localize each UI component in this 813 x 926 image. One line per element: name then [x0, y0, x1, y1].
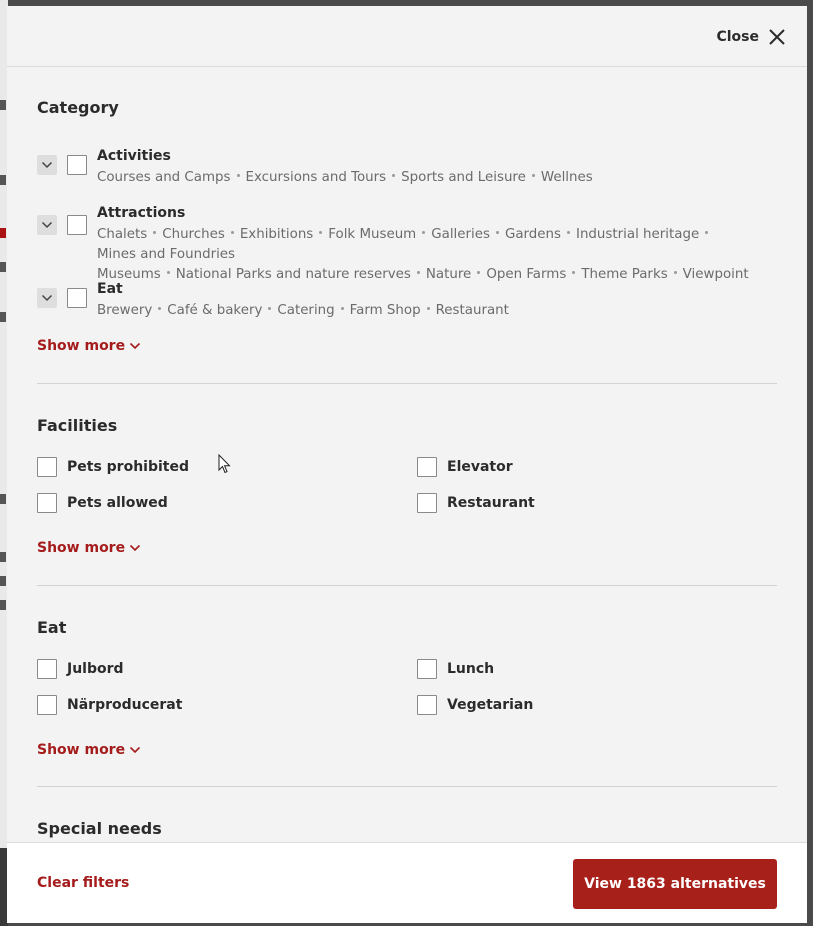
- checkbox[interactable]: [37, 695, 57, 715]
- category-checkbox-attractions[interactable]: [67, 215, 87, 235]
- special-needs-title: Special needs: [37, 819, 162, 838]
- subcategory: Chalets: [97, 227, 148, 242]
- close-icon: [767, 27, 787, 47]
- clear-filters-link[interactable]: Clear filters: [37, 875, 130, 891]
- section-divider: [37, 585, 777, 586]
- subcategory: National Parks and nature reserves: [175, 267, 411, 282]
- subcategory: Wellnes: [540, 170, 593, 185]
- subcategory: Folk Museum: [328, 227, 417, 242]
- category-subs: [97, 168, 777, 188]
- subcategory: Brewery: [97, 303, 153, 318]
- subcategory: Theme Parks: [581, 267, 668, 282]
- category-label: Attractions: [97, 205, 186, 221]
- chevron-down-icon: [41, 219, 53, 231]
- facility-option-pets-prohibited[interactable]: [37, 456, 189, 478]
- checkbox[interactable]: [417, 457, 437, 477]
- option-label: Julbord: [67, 661, 124, 677]
- subcategory: Gardens: [504, 227, 561, 242]
- subcategory: Excursions and Tours: [245, 170, 387, 185]
- facility-option-restaurant[interactable]: [417, 492, 535, 514]
- category-subs: [97, 225, 777, 285]
- subcategory: Nature: [425, 267, 472, 282]
- category-section: [37, 98, 777, 117]
- checkbox[interactable]: [37, 457, 57, 477]
- chevron-down-icon: [129, 542, 141, 554]
- option-label: Vegetarian: [447, 697, 534, 713]
- filter-modal: [7, 6, 807, 923]
- chevron-down-icon: [129, 744, 141, 756]
- subcategory: Industrial heritage: [576, 227, 700, 242]
- show-more-label: Show more: [37, 540, 126, 556]
- checkbox[interactable]: [37, 493, 57, 513]
- view-alternatives-button[interactable]: View 1863 alternatives: [573, 859, 777, 909]
- subcategory: Galleries: [431, 227, 490, 242]
- eat-option-vegetarian[interactable]: [417, 694, 533, 716]
- expand-eat-button[interactable]: [37, 288, 57, 308]
- category-label: Eat: [97, 281, 123, 297]
- section-divider: [37, 786, 777, 787]
- facility-option-pets-allowed[interactable]: [37, 492, 168, 514]
- subcategory: Exhibitions: [239, 227, 314, 242]
- subcategory: Farm Shop: [349, 303, 421, 318]
- subcategory: Museums: [97, 267, 161, 282]
- category-checkbox-eat[interactable]: [67, 288, 87, 308]
- option-label: Restaurant: [447, 495, 535, 511]
- expand-activities-button[interactable]: [37, 155, 57, 175]
- eat-option-narproducerat[interactable]: [37, 694, 182, 716]
- expand-attractions-button[interactable]: [37, 215, 57, 235]
- category-label: Activities: [97, 148, 171, 164]
- checkbox[interactable]: [417, 493, 437, 513]
- subcategory: Café & bakery: [167, 303, 263, 318]
- filter-scroll-area[interactable]: [7, 68, 807, 842]
- special-needs-section: [37, 819, 777, 838]
- section-divider: [37, 383, 777, 384]
- close-label: Close: [716, 29, 759, 45]
- category-checkbox-activities[interactable]: [67, 155, 87, 175]
- chevron-down-icon: [41, 159, 53, 171]
- option-label: Närproducerat: [67, 697, 183, 713]
- checkbox[interactable]: [37, 659, 57, 679]
- modal-footer: [7, 842, 807, 923]
- facilities-show-more-link[interactable]: [37, 540, 141, 556]
- option-label: Pets prohibited: [67, 459, 189, 475]
- eat-title: Eat: [37, 618, 67, 637]
- subcategory: Mines and Foundries: [97, 247, 236, 262]
- eat-section: [37, 618, 777, 758]
- subcategory: Sports and Leisure: [401, 170, 526, 185]
- facilities-section: [37, 416, 777, 556]
- show-more-label: Show more: [37, 338, 126, 354]
- modal-header: [7, 6, 807, 67]
- eat-show-more-link[interactable]: [37, 742, 141, 758]
- chevron-down-icon: [41, 292, 53, 304]
- subcategory: Open Farms: [486, 267, 567, 282]
- chevron-down-icon: [129, 340, 141, 352]
- checkbox[interactable]: [417, 659, 437, 679]
- facility-option-elevator[interactable]: [417, 456, 513, 478]
- eat-option-lunch[interactable]: [417, 658, 494, 680]
- subcategory: Viewpoint: [682, 267, 749, 282]
- category-subs: [97, 301, 777, 321]
- close-button[interactable]: [716, 24, 787, 50]
- subcategory: Catering: [277, 303, 335, 318]
- option-label: Elevator: [447, 459, 513, 475]
- eat-option-julbord[interactable]: [37, 658, 124, 680]
- subcategory: Courses and Camps: [97, 170, 231, 185]
- option-label: Lunch: [447, 661, 495, 677]
- option-label: Pets allowed: [67, 495, 168, 511]
- show-more-label: Show more: [37, 742, 126, 758]
- subcategory: Churches: [162, 227, 225, 242]
- facilities-title: Facilities: [37, 416, 118, 435]
- category-show-more-link[interactable]: [37, 338, 141, 354]
- category-title: Category: [37, 98, 119, 117]
- checkbox[interactable]: [417, 695, 437, 715]
- subcategory: Restaurant: [435, 303, 509, 318]
